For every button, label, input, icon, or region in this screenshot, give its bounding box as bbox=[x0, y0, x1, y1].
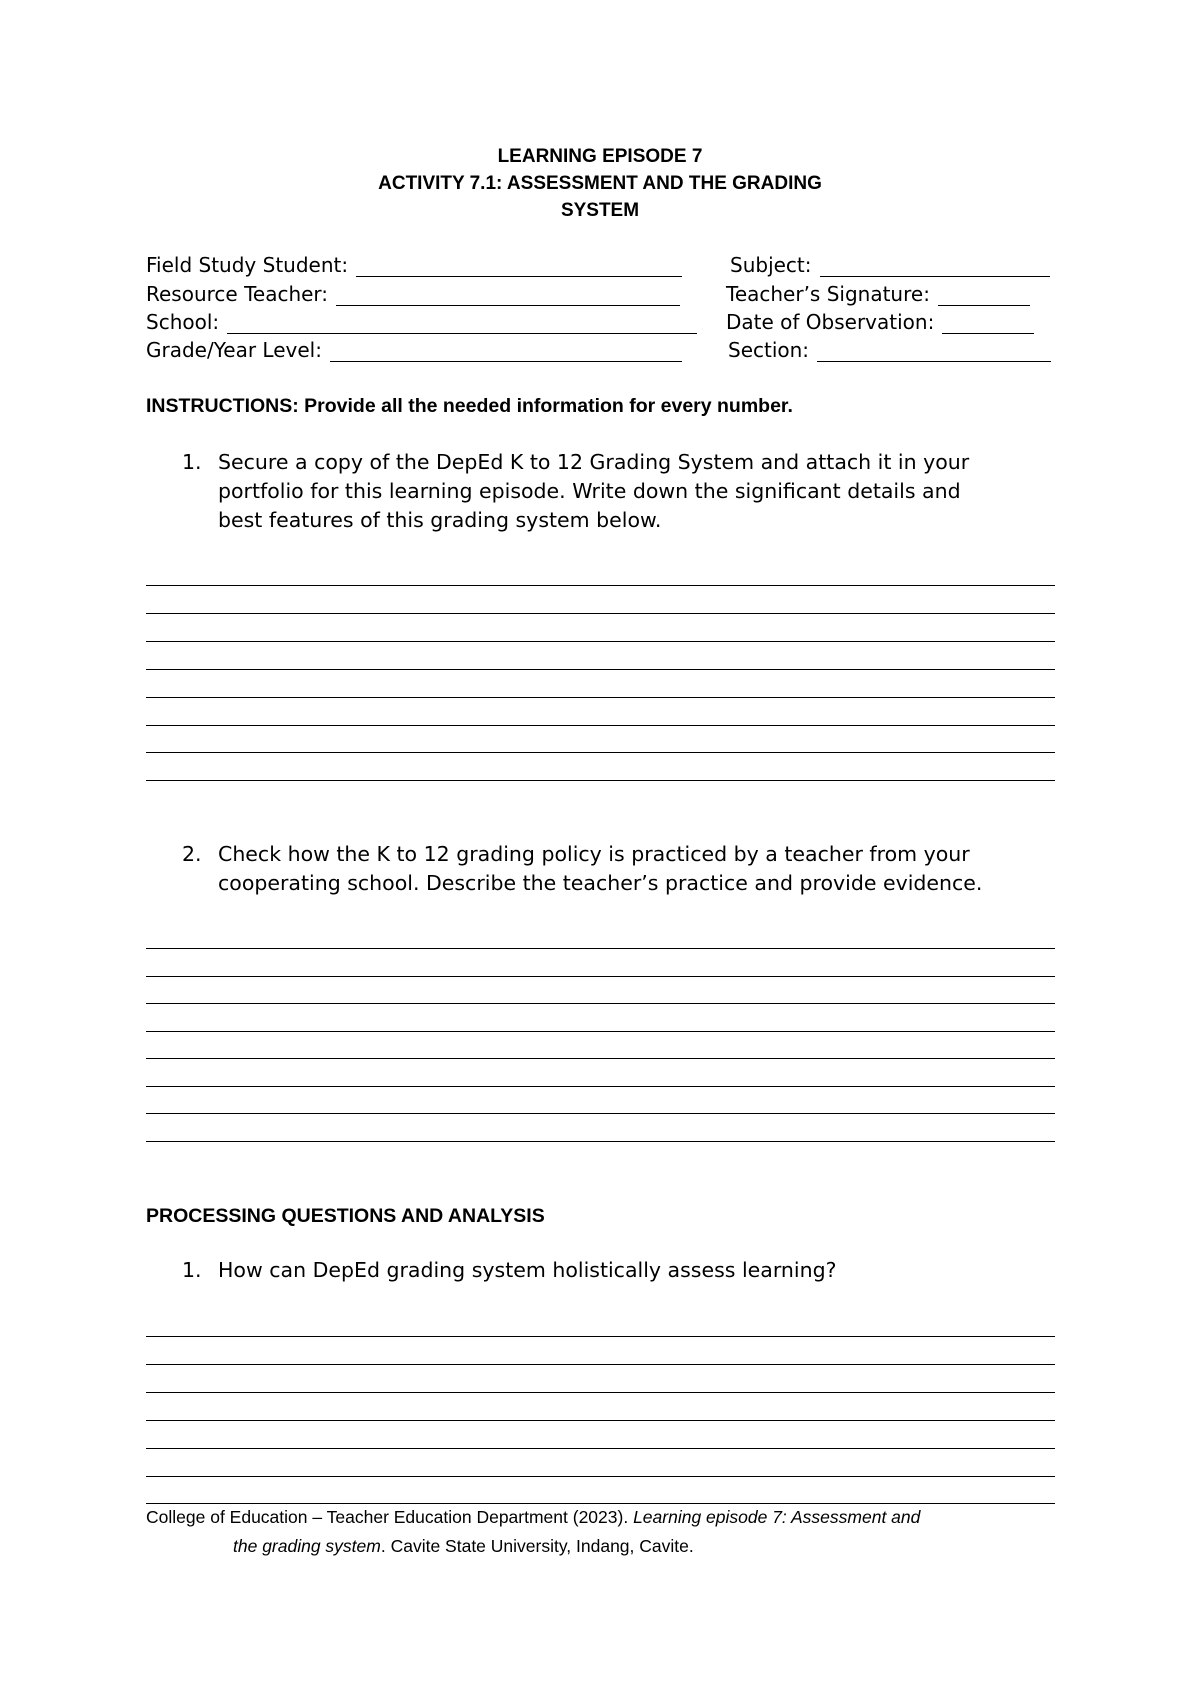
activity-title-continued: SYSTEM bbox=[560, 200, 640, 221]
section-blank[interactable] bbox=[817, 343, 1051, 362]
subject-field[interactable] bbox=[730, 253, 1050, 277]
grade-year-level-label: Grade/Year Level: bbox=[146, 338, 322, 362]
answer-line[interactable] bbox=[146, 948, 1055, 949]
answer-line[interactable] bbox=[146, 1364, 1055, 1365]
answer-line[interactable] bbox=[146, 1058, 1055, 1059]
subject-blank[interactable] bbox=[820, 258, 1050, 277]
grade-year-level-field[interactable] bbox=[146, 338, 682, 362]
footer-line-1 bbox=[146, 1503, 1066, 1532]
date-of-observation-field[interactable] bbox=[726, 310, 1034, 334]
question-text-line: How can DepEd grading system holistically assess learning? bbox=[218, 1258, 837, 1282]
field-study-student-blank[interactable] bbox=[356, 258, 682, 277]
answer-line[interactable] bbox=[146, 752, 1055, 753]
item-text bbox=[218, 448, 1123, 535]
field-study-student-label: Field Study Student: bbox=[146, 253, 349, 277]
instructions bbox=[146, 395, 793, 418]
answer-line[interactable] bbox=[146, 1448, 1055, 1449]
resource-teacher-label: Resource Teacher: bbox=[146, 282, 329, 306]
answer-line[interactable] bbox=[146, 1392, 1055, 1393]
answer-line[interactable] bbox=[146, 976, 1055, 977]
date-of-observation-label: Date of Observation: bbox=[726, 310, 935, 334]
answer-line[interactable] bbox=[146, 1336, 1055, 1337]
instructions-label: INSTRUCTIONS: bbox=[146, 395, 299, 417]
footer-italic-text: the grading system bbox=[233, 1536, 381, 1556]
answer-line[interactable] bbox=[146, 725, 1055, 726]
activity-title: ACTIVITY 7.1: ASSESSMENT AND THE GRADING bbox=[378, 173, 822, 194]
section-field[interactable] bbox=[728, 338, 1051, 362]
school-label: School: bbox=[146, 310, 220, 334]
item-text-line: Secure a copy of the DepEd K to 12 Grading System and attach it in your bbox=[218, 450, 970, 474]
teachers-signature-blank[interactable] bbox=[938, 287, 1030, 306]
item-text-line: cooperating school. Describe the teacher’s practice and provide evidence. bbox=[218, 871, 983, 895]
answer-line[interactable] bbox=[146, 669, 1055, 670]
answer-line[interactable] bbox=[146, 1113, 1055, 1114]
footer-citation bbox=[146, 1503, 1066, 1561]
answer-line[interactable] bbox=[146, 1476, 1055, 1477]
answer-line[interactable] bbox=[146, 1003, 1055, 1004]
item-text-line: best features of this grading system below. bbox=[218, 508, 662, 532]
answer-line[interactable] bbox=[146, 780, 1055, 781]
footer-italic-text: Learning episode 7: Assessment and bbox=[633, 1507, 921, 1527]
question-number: 1. bbox=[182, 1258, 202, 1282]
answer-line[interactable] bbox=[146, 1031, 1055, 1032]
resource-teacher-blank[interactable] bbox=[336, 287, 680, 306]
answer-line[interactable] bbox=[146, 1086, 1055, 1087]
answer-line[interactable] bbox=[146, 641, 1055, 642]
subject-label: Subject: bbox=[730, 253, 812, 277]
footer-text: . Cavite State University, Indang, Cavite. bbox=[380, 1536, 694, 1556]
item-text bbox=[218, 840, 1123, 898]
school-field[interactable] bbox=[146, 310, 697, 334]
answer-line[interactable] bbox=[146, 697, 1055, 698]
answer-line[interactable] bbox=[146, 1141, 1055, 1142]
episode-title: LEARNING EPISODE 7 bbox=[497, 146, 703, 167]
item-number: 2. bbox=[182, 842, 202, 866]
answer-line[interactable] bbox=[146, 613, 1055, 614]
answer-line[interactable] bbox=[146, 1420, 1055, 1421]
question-text bbox=[218, 1256, 1123, 1285]
footer-text: College of Education – Teacher Education Department (2023). bbox=[146, 1507, 634, 1527]
footer-line-2 bbox=[146, 1532, 1066, 1561]
teachers-signature-label: Teacher’s Signature: bbox=[726, 282, 930, 306]
field-study-student-field[interactable] bbox=[146, 253, 682, 277]
section-label: Section: bbox=[728, 338, 810, 362]
grade-year-level-blank[interactable] bbox=[330, 343, 682, 362]
teachers-signature-field[interactable] bbox=[726, 282, 1030, 306]
answer-line[interactable] bbox=[146, 585, 1055, 586]
item-text-line: Check how the K to 12 grading policy is practiced by a teacher from your bbox=[218, 842, 970, 866]
processing-heading: PROCESSING QUESTIONS AND ANALYSIS bbox=[146, 1205, 545, 1227]
item-number: 1. bbox=[182, 450, 202, 474]
resource-teacher-field[interactable] bbox=[146, 282, 680, 306]
instructions-text: Provide all the needed information for every number. bbox=[298, 395, 793, 417]
school-blank[interactable] bbox=[227, 315, 697, 334]
item-text-line: portfolio for this learning episode. Write down the significant details and bbox=[218, 479, 961, 503]
date-of-observation-blank[interactable] bbox=[942, 315, 1034, 334]
